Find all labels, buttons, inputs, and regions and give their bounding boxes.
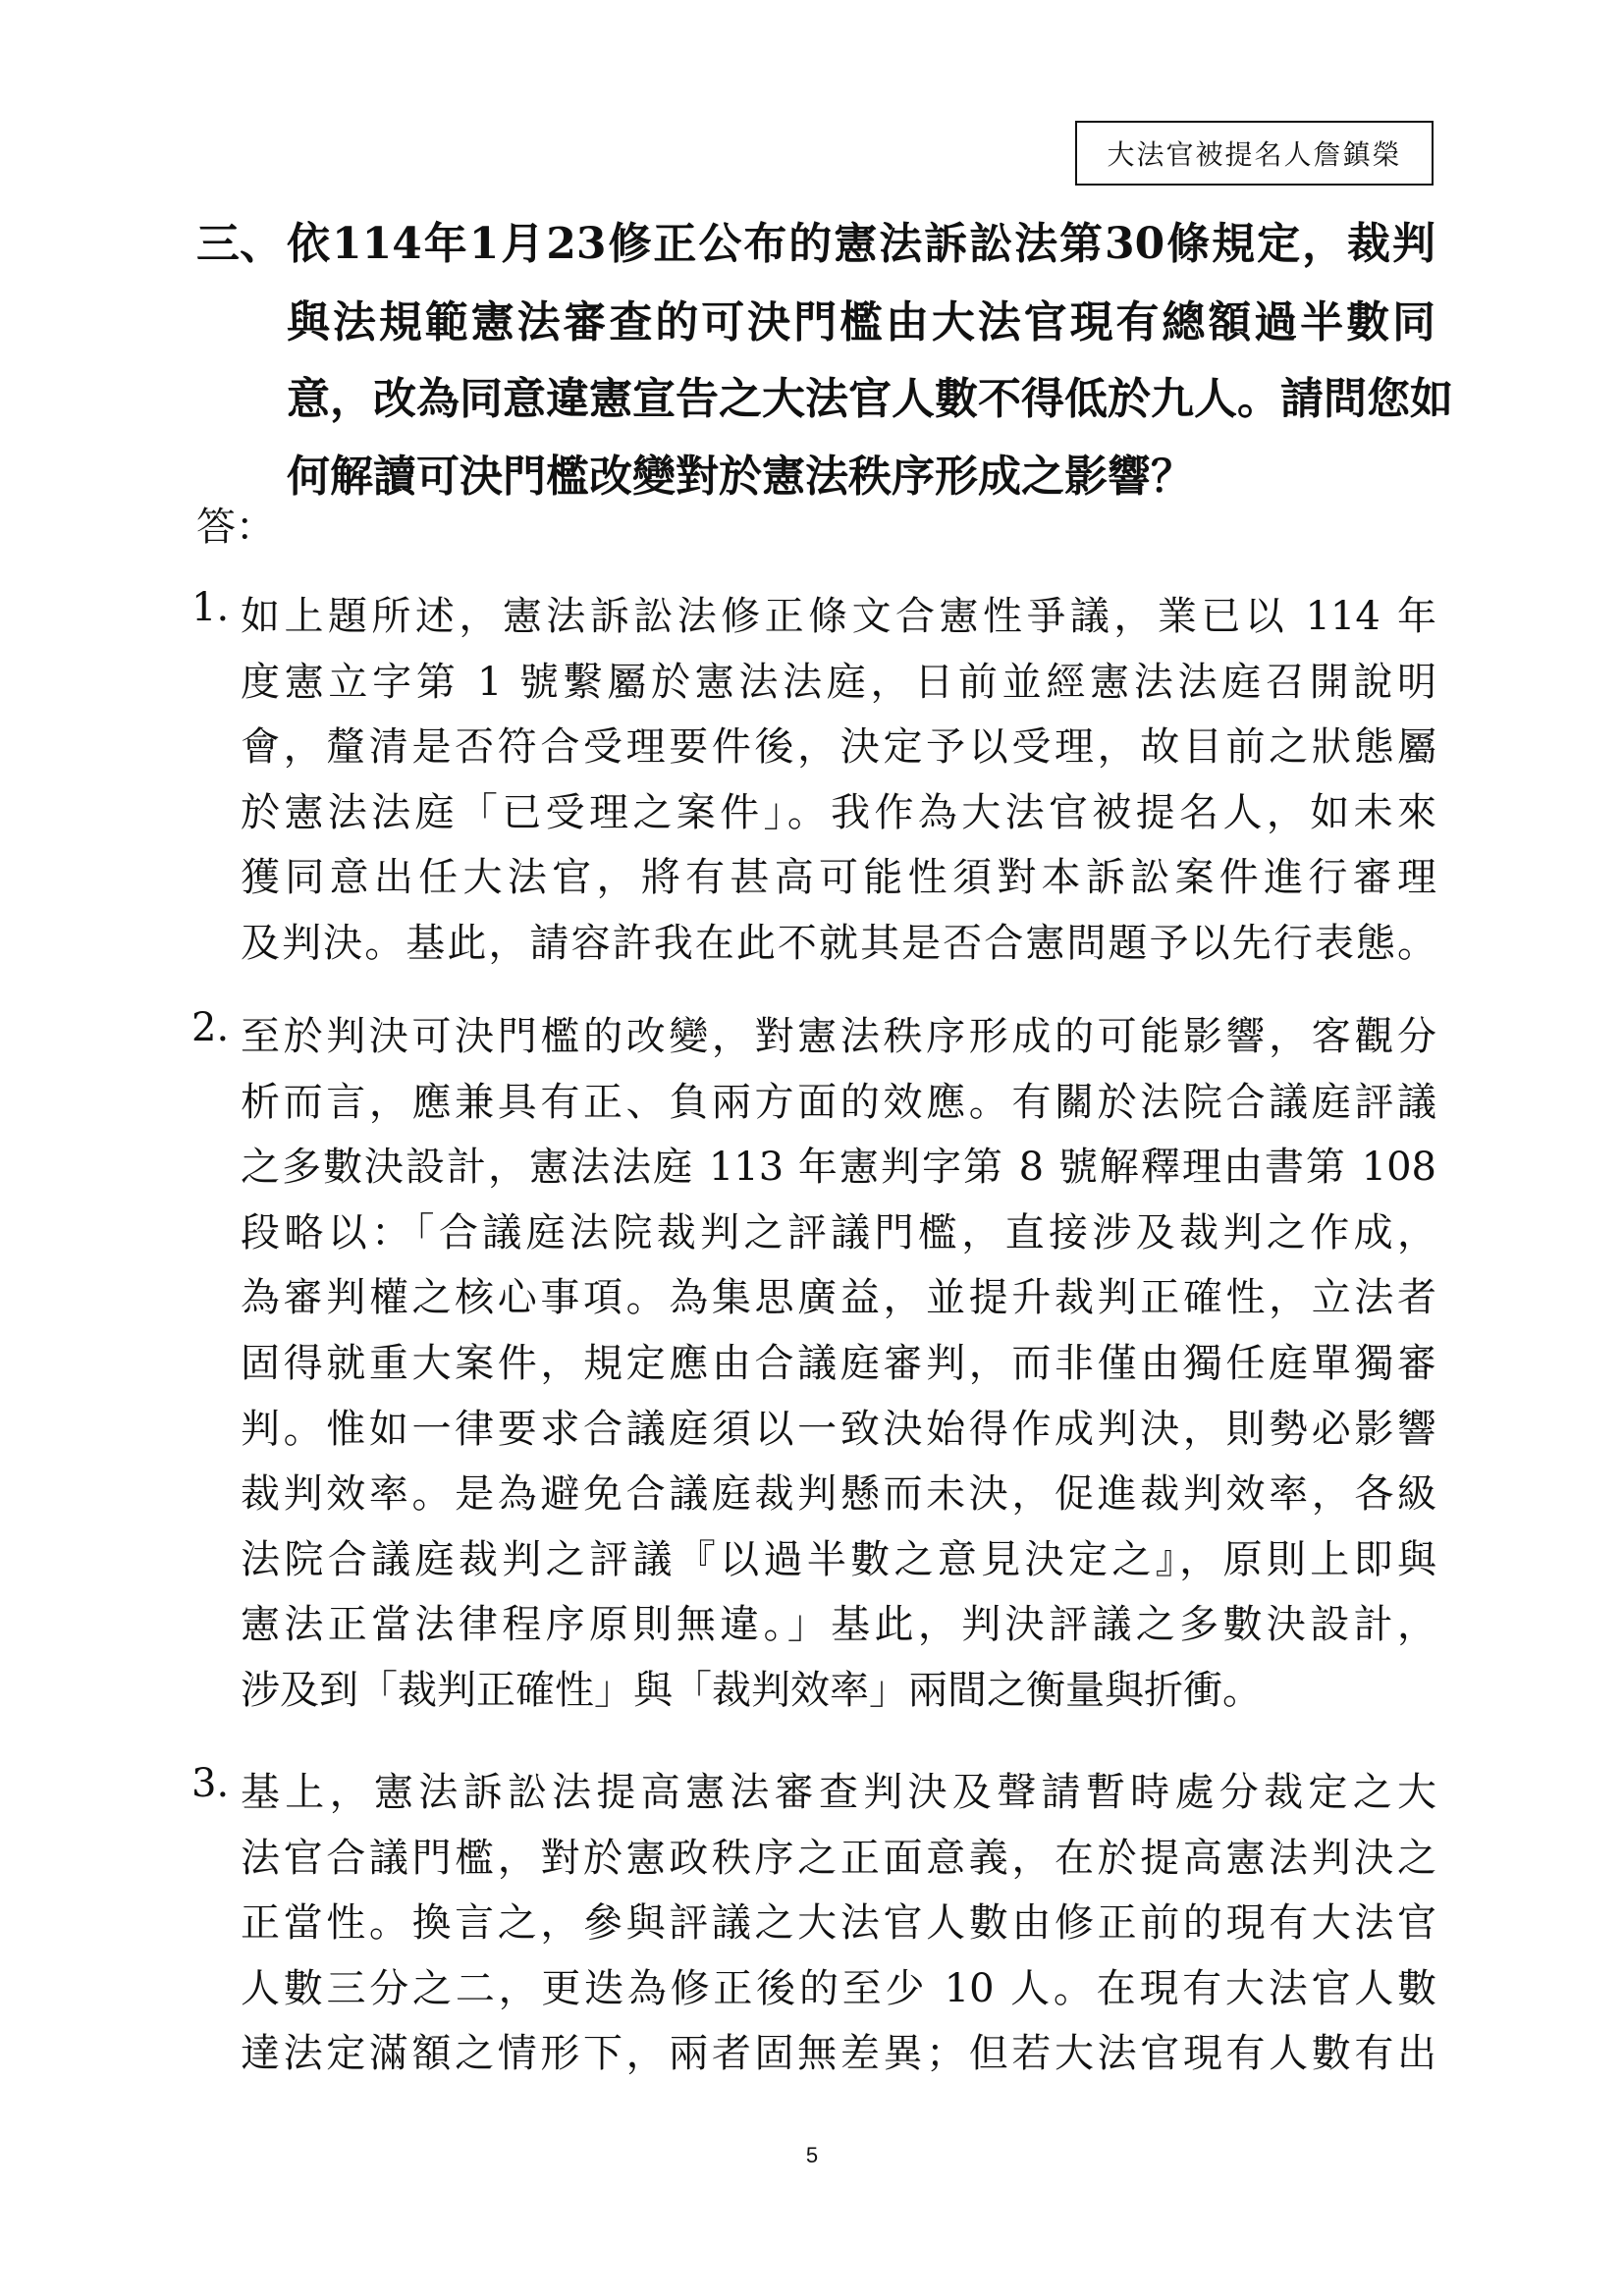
paragraph-line: 會，釐清是否符合受理要件後，決定予以受理，故目前之狀態屬	[241, 724, 1436, 771]
answer-label: 答：	[196, 505, 275, 550]
question-line: 意，改為同意違憲宣告之大法官人數不得低於九人。請問您如	[287, 374, 1453, 424]
paragraph-line: 裁判效率。是為避免合議庭裁判懸而未決，促進裁判效率，各級	[241, 1471, 1436, 1518]
paragraph-line: 度憲立字第 1 號繫屬於憲法法庭，日前並經憲法法庭召開說明	[241, 659, 1436, 705]
paragraph-line: 至於判決可決門檻的改變，對憲法秩序形成的可能影響，客觀分	[241, 1014, 1436, 1059]
question-line: 與法規範憲法審查的可決門檻由大法官現有總額過半數同	[287, 297, 1435, 347]
paragraph-number: 1.	[191, 585, 230, 630]
question-number: 三、	[196, 219, 283, 269]
paragraph-number: 2.	[191, 1005, 230, 1050]
paragraph-line: 法院合議庭裁判之評議『以過半數之意見決定之』，原則上即與	[241, 1536, 1436, 1582]
paragraph-number: 3.	[191, 1761, 230, 1806]
paragraph-line: 涉及到「裁判正確性」與「裁判效率」兩間之衡量與折衝。	[241, 1668, 1262, 1713]
nominee-header-box: 大法官被提名人詹鎮榮	[1075, 121, 1434, 186]
paragraph-line: 正當性。換言之，參與評議之大法官人數由修正前的現有大法官	[241, 1900, 1436, 1947]
paragraph-line: 如上題所述，憲法訴訟法修正條文合憲性爭議，業已以 114 年	[241, 594, 1436, 639]
paragraph-line: 之多數決設計，憲法法庭 113 年憲判字第 8 號解釋理由書第 108	[241, 1145, 1436, 1191]
paragraph-line: 憲法正當法律程序原則無違。」基此，判決評議之多數決設計，	[241, 1602, 1436, 1648]
paragraph-line: 獲同意出任大法官，將有甚高可能性須對本訴訟案件進行審理	[241, 855, 1436, 901]
question-line: 依114年1月23修正公布的憲法訴訟法第30條規定，裁判	[287, 219, 1435, 269]
question-line: 何解讀可決門檻改變對於憲法秩序形成之影響？	[287, 452, 1194, 502]
page-number: 5	[805, 2143, 819, 2167]
paragraph-line: 段略以：「合議庭法院裁判之評議門檻，直接涉及裁判之作成，	[241, 1209, 1436, 1255]
paragraph-line: 析而言，應兼具有正、負兩方面的效應。有關於法院合議庭評議	[241, 1079, 1436, 1125]
paragraph-line: 於憲法法庭「已受理之案件」。我作為大法官被提名人，如未來	[241, 789, 1436, 835]
paragraph-line: 判。惟如一律要求合議庭須以一致決始得作成判決，則勢必影響	[241, 1406, 1436, 1452]
paragraph-line: 為審判權之核心事項。為集思廣益，並提升裁判正確性，立法者	[241, 1275, 1436, 1321]
paragraph-line: 及判決。基此，請容許我在此不就其是否合憲問題予以先行表態。	[241, 921, 1436, 966]
paragraph-line: 基上，憲法訴訟法提高憲法審查判決及聲請暫時處分裁定之大	[241, 1770, 1436, 1815]
paragraph-line: 達法定滿額之情形下，兩者固無差異；但若大法官現有人數有出	[241, 2031, 1436, 2077]
paragraph-line: 固得就重大案件，規定應由合議庭審判，而非僅由獨任庭單獨審	[241, 1341, 1436, 1386]
paragraph-line: 人數三分之二，更迭為修正後的至少 10 人。在現有大法官人數	[241, 1965, 1436, 2011]
paragraph-line: 法官合議門檻，對於憲政秩序之正面意義，在於提高憲法判決之	[241, 1835, 1436, 1881]
